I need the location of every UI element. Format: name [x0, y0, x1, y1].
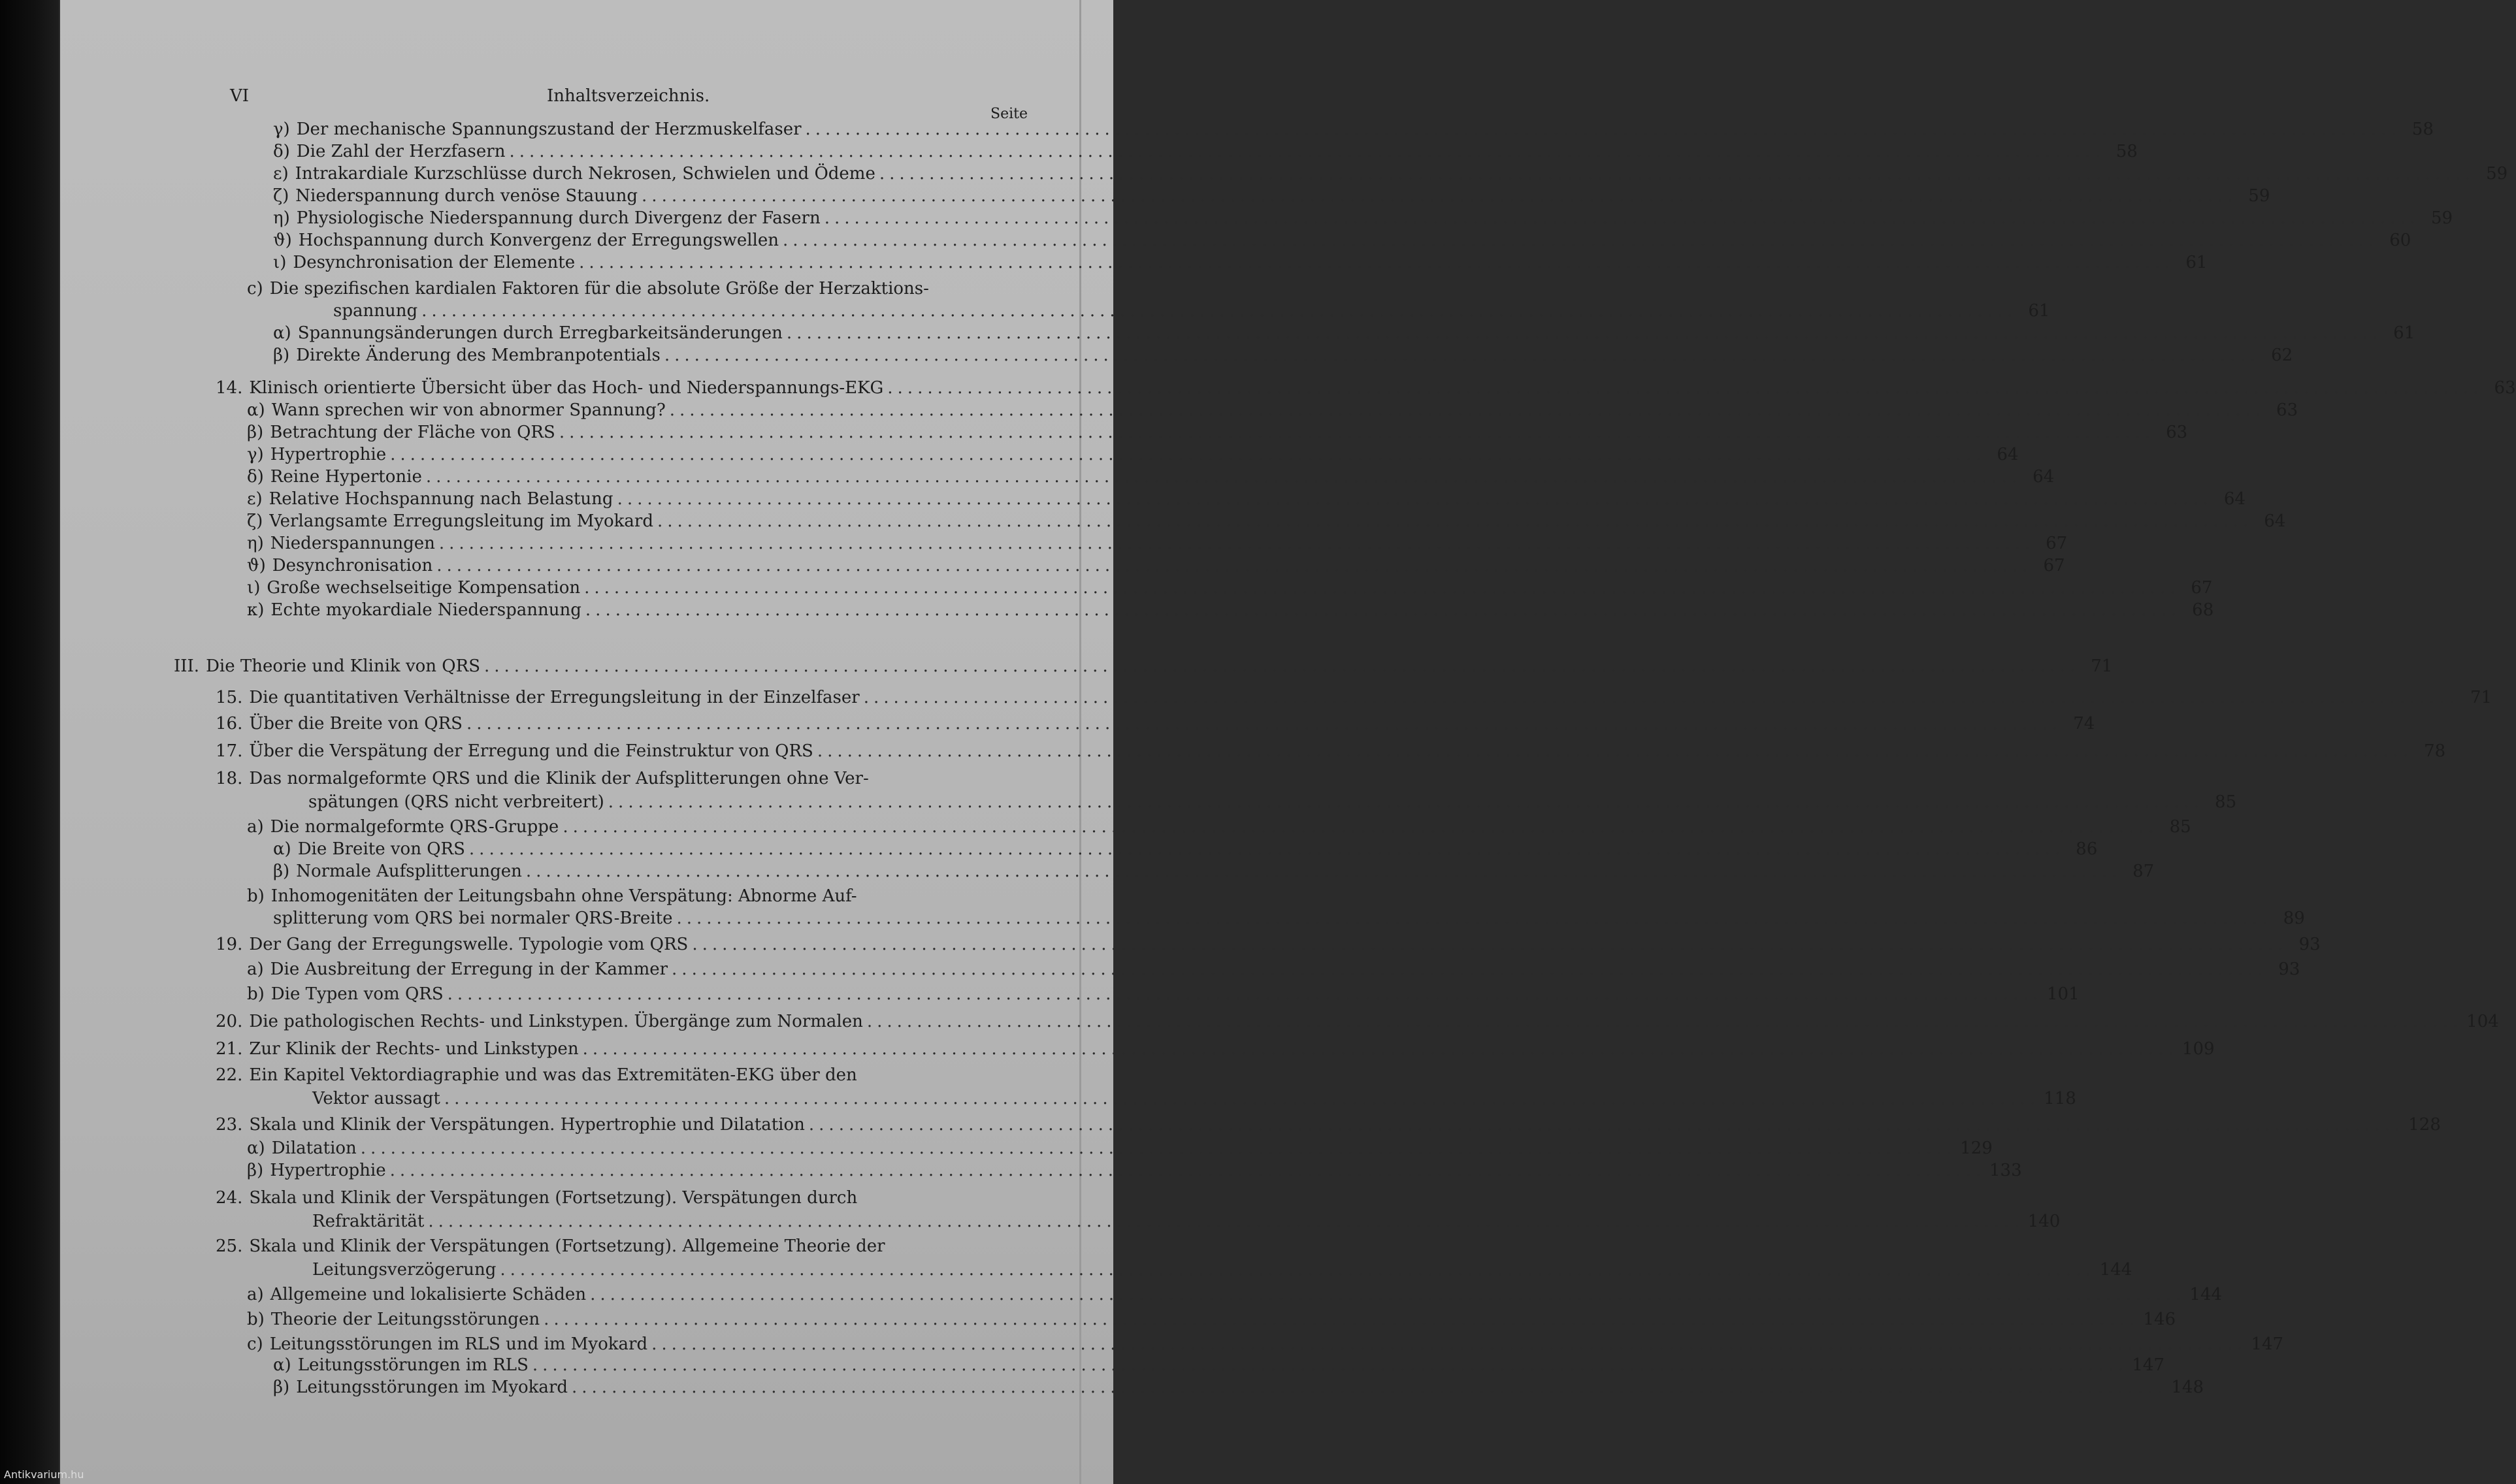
dot-leader: ................................................................................................................................................................	[525, 862, 2122, 881]
toc-page-number: 86	[2076, 839, 2098, 859]
toc-title: Über die Breite von QRS	[249, 714, 463, 734]
dot-leader: ................................................................................................................................................................	[582, 1039, 2178, 1059]
toc-label: β)	[273, 1378, 290, 1397]
toc-page-number: 67	[2043, 556, 2065, 575]
dot-leader: ................................................................................................................................................................	[532, 1355, 2129, 1375]
toc-subentry	[247, 400, 2298, 421]
toc-page-number: 64	[2033, 467, 2055, 487]
dot-leader: ................................................................................................................................................................	[544, 1310, 2140, 1329]
toc-label: a)	[247, 1285, 264, 1304]
toc-number: 15.	[216, 688, 243, 707]
toc-page-number: 85	[2215, 792, 2237, 812]
toc-entry-continuation	[273, 908, 2305, 929]
dot-leader: ................................................................................................................................................................	[608, 792, 2204, 812]
toc-label: β)	[273, 346, 290, 365]
toc-page-number: 93	[2278, 960, 2300, 979]
dot-leader: ................................................................................................................................................................	[585, 600, 2181, 620]
dot-leader: ................................................................................................................................................................	[817, 741, 2413, 761]
toc-number: 23.	[216, 1115, 243, 1135]
toc-label: ζ)	[247, 511, 263, 531]
toc-label: b)	[247, 984, 265, 1004]
toc-subentry	[247, 278, 1034, 299]
dot-leader: ................................................................................................................................................................	[509, 142, 2105, 161]
toc-title: Verlangsamte Erregungsleitung im Myokard	[269, 511, 653, 531]
toc-title: Skala und Klinik der Verspätungen. Hypertrophie und Dilatation	[249, 1115, 805, 1135]
toc-page-number: 59	[2248, 186, 2270, 206]
toc-page-number: 147	[2132, 1355, 2165, 1375]
toc-title: Zur Klinik der Rechts- und Linkstypen	[249, 1039, 579, 1059]
toc-title: Die Theorie und Klinik von QRS	[206, 656, 481, 676]
toc-page-number: 63	[2276, 400, 2298, 420]
dot-leader: ................................................................................................................................................................	[584, 578, 2180, 598]
toc-subentry	[247, 959, 2300, 980]
dot-leader: ................................................................................................................................................................	[466, 714, 2063, 734]
toc-subentry	[273, 119, 2434, 140]
toc-page-number: 133	[1989, 1161, 2022, 1180]
toc-title: Klinisch orientierte Übersicht über das Hoch- und Niederspannungs-EKG	[249, 378, 884, 398]
toc-page-number: 128	[2408, 1115, 2441, 1135]
toc-subentry	[273, 1377, 2204, 1398]
toc-label: γ)	[247, 445, 264, 464]
dot-leader: ................................................................................................................................................................	[672, 960, 2268, 979]
dot-leader: ................................................................................................................................................................	[425, 467, 2022, 487]
toc-label: α)	[273, 323, 291, 343]
toc-entry-numbered	[216, 1011, 2499, 1032]
dot-leader: ................................................................................................................................................................	[642, 186, 2238, 206]
toc-page-number: 147	[2251, 1334, 2284, 1354]
dot-leader: ................................................................................................................................................................	[692, 935, 2288, 954]
dot-leader: ................................................................................................................................................................	[390, 445, 1986, 464]
dot-leader: ................................................................................................................................................................	[468, 839, 2065, 859]
dot-leader: ................................................................................................................................................................	[617, 489, 2213, 509]
toc-subentry	[273, 186, 2270, 206]
toc-title: Die normalgeformte QRS-Gruppe	[270, 817, 559, 837]
toc-label: ζ)	[273, 186, 289, 206]
toc-entry-numbered	[216, 768, 1034, 789]
toc-label: β)	[247, 1161, 264, 1180]
toc-entry-numbered	[216, 1114, 2441, 1135]
toc-label: b)	[247, 886, 265, 906]
toc-title: Intrakardiale Kurzschlüsse durch Nekrosen, Schwielen und Ödeme	[295, 164, 875, 184]
toc-subentry	[273, 323, 2415, 344]
dot-leader: ................................................................................................................................................................	[572, 1378, 2168, 1397]
toc-page-number: 67	[2046, 534, 2068, 553]
toc-title: Wann sprechen wir von abnormer Spannung?	[271, 400, 666, 420]
toc-label: c)	[247, 1334, 263, 1354]
toc-label: a)	[247, 817, 264, 837]
dot-leader: ................................................................................................................................................................	[866, 1012, 2463, 1031]
toc-entry-numbered	[216, 1039, 2215, 1059]
dot-leader: ................................................................................................................................................................	[438, 534, 2035, 553]
toc-title: Hypertrophie	[270, 1161, 386, 1180]
toc-title: Betrachtung der Fläche von QRS	[270, 423, 555, 442]
toc-label: α)	[247, 1138, 265, 1158]
toc-number: 16.	[216, 714, 243, 734]
toc-page-number: 62	[2271, 346, 2293, 365]
toc-page-number: 148	[2171, 1378, 2204, 1397]
toc-title: Über die Verspätung der Erregung und die Feinstruktur von QRS	[249, 741, 813, 761]
toc-label: c)	[247, 279, 263, 298]
toc-page-number: 109	[2181, 1039, 2215, 1059]
toc-number: 19.	[216, 935, 243, 954]
dot-leader: ................................................................................................................................................................	[500, 1260, 2096, 1280]
dot-leader: ................................................................................................................................................................	[664, 346, 2261, 365]
toc-label: β)	[247, 423, 264, 442]
toc-number: 22.	[216, 1065, 243, 1085]
toc-entry-numbered	[216, 741, 2446, 762]
dot-leader: ................................................................................................................................................................	[447, 984, 2043, 1004]
toc-subentry	[273, 861, 2155, 882]
toc-title: Allgemeine und lokalisierte Schäden	[270, 1285, 587, 1304]
toc-title: Die Zahl der Herzfasern	[296, 142, 506, 161]
toc-page-number: 85	[2169, 817, 2191, 837]
toc-subentry	[247, 1138, 1993, 1159]
toc-subentry	[247, 886, 1034, 907]
toc-page-number: 71	[2091, 656, 2113, 676]
toc-subentry	[273, 230, 2411, 251]
toc-subentry	[273, 141, 2138, 162]
toc-label: γ)	[273, 120, 290, 139]
dot-leader: ................................................................................................................................................................	[428, 1212, 2024, 1231]
toc-label: κ)	[247, 600, 265, 620]
toc-title: Hypertrophie	[270, 445, 387, 464]
toc-entry-numbered	[216, 1065, 1034, 1086]
dot-leader: ................................................................................................................................................................	[805, 120, 2401, 139]
toc-title: Normale Aufsplitterungen	[296, 862, 522, 881]
toc-page-number: 144	[2189, 1285, 2223, 1304]
toc-page-number: 58	[2411, 120, 2434, 139]
dot-leader: ................................................................................................................................................................	[657, 511, 2253, 531]
toc-entry-numbered	[216, 1187, 1034, 1208]
toc-page-number: 71	[2470, 688, 2492, 707]
toc-number: 18.	[216, 769, 243, 788]
toc-title: Refraktärität	[312, 1212, 425, 1231]
toc-page-number: 59	[2486, 164, 2508, 184]
toc-label: δ)	[247, 467, 264, 487]
dot-leader: ................................................................................................................................................................	[421, 301, 2018, 321]
toc-title: Relative Hochspannung nach Belastung	[269, 489, 613, 509]
toc-title: Leitungsstörungen im RLS und im Myokard	[269, 1334, 648, 1354]
toc-page-number: 61	[2028, 301, 2050, 321]
toc-title: splitterung vom QRS bei normaler QRS-Breite	[273, 909, 673, 928]
toc-label: a)	[247, 960, 264, 979]
toc-subentry	[247, 1160, 2022, 1181]
toc-subentry	[247, 816, 2191, 837]
dot-leader: ................................................................................................................................................................	[360, 1138, 1957, 1158]
toc-page-number: 60	[2389, 231, 2411, 250]
toc-page-number: 101	[2047, 984, 2080, 1004]
toc-entry-continuation	[312, 1259, 2132, 1280]
toc-page-number: 63	[2166, 423, 2188, 442]
toc-page-number: 129	[1960, 1138, 1993, 1158]
toc-subentry	[247, 1309, 2176, 1330]
toc-label: ι)	[273, 253, 287, 272]
toc-subentry	[247, 533, 2068, 554]
toc-title: spätungen (QRS nicht verbreitert)	[308, 792, 604, 812]
toc-title: Spannungsänderungen durch Erregbarkeitsänderungen	[297, 323, 783, 343]
dot-leader: ................................................................................................................................................................	[436, 556, 2033, 575]
toc-subentry	[247, 600, 2214, 621]
page-column-label: Seite	[990, 106, 1028, 122]
toc-page-number: 63	[2494, 378, 2516, 398]
toc-page-number: 87	[2132, 862, 2155, 881]
toc-number: 14.	[216, 378, 243, 398]
toc-entry-continuation	[312, 1211, 2061, 1232]
toc-page-number: 59	[2430, 208, 2453, 228]
book-spine	[0, 0, 59, 1484]
toc-entry-numbered	[216, 687, 2492, 708]
dot-leader: ................................................................................................................................................................	[786, 323, 2383, 343]
toc-page-number: 144	[2099, 1260, 2132, 1280]
toc-subentry	[247, 444, 2019, 465]
toc-label: δ)	[273, 142, 290, 161]
toc-label: ε)	[273, 164, 289, 184]
dot-leader: ................................................................................................................................................................	[782, 231, 2379, 250]
toc-title: Skala und Klinik der Verspätungen (Fortsetzung). Verspätungen durch	[249, 1188, 858, 1208]
dot-leader: ................................................................................................................................................................	[879, 164, 2475, 184]
toc-title: Leitungsstörungen im Myokard	[296, 1378, 568, 1397]
dot-leader: ................................................................................................................................................................	[559, 423, 2155, 442]
toc-title: Theorie der Leitungsstörungen	[270, 1310, 540, 1329]
toc-title: Der mechanische Spannungszustand der Herzmuskelfaser	[296, 120, 802, 139]
toc-title: Große wechselseitige Kompensation	[267, 578, 581, 598]
toc-subentry	[273, 1355, 2165, 1376]
toc-title: Physiologische Niederspannung durch Divergenz der Fasern	[296, 208, 821, 228]
dot-leader: ................................................................................................................................................................	[863, 688, 2460, 707]
toc-label: α)	[247, 400, 265, 420]
toc-page-number: 89	[2283, 909, 2305, 928]
toc-subentry	[247, 489, 2246, 509]
toc-title: Reine Hypertonie	[270, 467, 422, 487]
dot-leader: ................................................................................................................................................................	[808, 1115, 2405, 1135]
toc-page-number: 140	[2027, 1212, 2061, 1231]
toc-title: Niederspannungen	[270, 534, 435, 553]
toc-number: 25.	[216, 1236, 243, 1256]
toc-number: 24.	[216, 1188, 243, 1208]
toc-subentry	[273, 839, 2098, 860]
toc-subentry	[247, 984, 2080, 1005]
toc-entry-numbered	[216, 713, 2095, 734]
toc-title: Echte myokardiale Niederspannung	[270, 600, 581, 620]
dot-leader: ................................................................................................................................................................	[389, 1161, 1985, 1180]
toc-subentry	[247, 555, 2065, 576]
toc-title: Die Ausbreitung der Erregung in der Kammer	[270, 960, 668, 979]
toc-page-number: 61	[2185, 253, 2208, 272]
toc-entry-numbered	[216, 1236, 1034, 1257]
toc-label: b)	[247, 1310, 265, 1329]
toc-entry-continuation	[333, 300, 2050, 321]
dot-leader: ................................................................................................................................................................	[669, 400, 2266, 420]
toc-title: Hochspannung durch Konvergenz der Erregungswellen	[298, 231, 779, 250]
toc-title: Desynchronisation der Elemente	[293, 253, 576, 272]
toc-page-number: 93	[2298, 935, 2321, 954]
toc-title: Die pathologischen Rechts- und Linkstypen. Übergänge zum Normalen	[249, 1012, 863, 1031]
toc-title: Die quantitativen Verhältnisse der Erregungsleitung in der Einzelfaser	[249, 688, 860, 707]
toc-label: η)	[247, 534, 264, 553]
toc-subentry	[247, 577, 2213, 598]
dot-leader: ................................................................................................................................................................	[484, 656, 2080, 676]
toc-title: Ein Kapitel Vektordiagraphie und was das Extremitäten-EKG über den	[249, 1065, 857, 1085]
dot-leader: ................................................................................................................................................................	[590, 1285, 2186, 1304]
toc-page-number: 61	[2393, 323, 2415, 343]
toc-title: Die Typen vom QRS	[270, 984, 444, 1004]
toc-page-number: 64	[2264, 511, 2286, 531]
toc-entry-continuation	[312, 1088, 2076, 1109]
toc-title: spannung	[333, 301, 418, 321]
page-numeral: VI	[230, 86, 250, 106]
toc-label: ι)	[247, 578, 261, 598]
toc-title: Inhomogenitäten der Leitungsbahn ohne Verspätung: Abnorme Auf-	[270, 886, 857, 906]
toc-page-number: 58	[2116, 142, 2138, 161]
toc-subentry	[273, 345, 2293, 366]
dot-leader: ................................................................................................................................................................	[676, 909, 2272, 928]
toc-page-number: 78	[2424, 741, 2446, 761]
toc-subentry	[273, 163, 2508, 184]
dot-leader: ................................................................................................................................................................	[651, 1334, 2247, 1354]
toc-subentry	[247, 1284, 2223, 1305]
toc-title: Niederspannung durch venöse Stauung	[295, 186, 638, 206]
toc-page-number: 64	[2223, 489, 2246, 509]
toc-number: 21.	[216, 1039, 243, 1059]
toc-entry-numbered	[174, 656, 2113, 677]
toc-title: Desynchronisation	[272, 556, 433, 575]
toc-entry-numbered	[216, 378, 2516, 398]
dot-leader: ................................................................................................................................................................	[579, 253, 2175, 272]
toc-entry-continuation	[308, 792, 2237, 813]
watermark: Antikvarium.hu	[4, 1468, 84, 1481]
toc-page-number: 64	[1997, 445, 2019, 464]
toc-number: III.	[174, 656, 200, 676]
toc-subentry	[273, 252, 2208, 273]
toc-title: Leitungsverzögerung	[312, 1260, 497, 1280]
toc-label: β)	[273, 862, 290, 881]
toc-title: Die spezifischen kardialen Faktoren für die absolute Größe der Herzaktions-	[269, 279, 929, 298]
toc-title: Dilatation	[271, 1138, 357, 1158]
toc-label: η)	[273, 208, 290, 228]
toc-subentry	[247, 466, 2055, 487]
toc-title: Skala und Klinik der Verspätungen (Fortsetzung). Allgemeine Theorie der	[249, 1236, 885, 1256]
running-title: Inhaltsverzeichnis.	[547, 86, 710, 106]
toc-label: ϑ)	[273, 231, 292, 250]
toc-subentry	[247, 511, 2286, 532]
toc-subentry	[247, 422, 2188, 443]
toc-label: α)	[273, 839, 291, 859]
toc-page-number: 74	[2073, 714, 2095, 734]
toc-subentry	[273, 208, 2453, 229]
dot-leader: ................................................................................................................................................................	[887, 378, 2483, 398]
toc-entry-numbered	[216, 934, 2321, 955]
book-page	[60, 0, 2516, 1484]
toc-page-number: 68	[2192, 600, 2214, 620]
toc-page-number: 67	[2191, 578, 2213, 598]
toc-subentry	[247, 1334, 2284, 1355]
toc-label: ϑ)	[247, 556, 266, 575]
toc-label: ε)	[247, 489, 263, 509]
toc-title: Der Gang der Erregungswelle. Typologie vom QRS	[249, 935, 689, 954]
toc-label: α)	[273, 1355, 291, 1375]
toc-page-number: 118	[2044, 1089, 2076, 1108]
dot-leader: ................................................................................................................................................................	[444, 1089, 2040, 1108]
toc-title: Das normalgeformte QRS und die Klinik der Aufsplitterungen ohne Ver-	[249, 769, 869, 788]
toc-title: Die Breite von QRS	[297, 839, 465, 859]
toc-page-number: 104	[2466, 1012, 2499, 1031]
dot-leader: ................................................................................................................................................................	[824, 208, 2421, 228]
toc-title: Direkte Änderung des Membranpotentials	[296, 346, 661, 365]
dot-leader: ................................................................................................................................................................	[563, 817, 2159, 837]
toc-title: Leitungsstörungen im RLS	[297, 1355, 529, 1375]
toc-number: 20.	[216, 1012, 243, 1031]
toc-title: Vektor aussagt	[312, 1089, 440, 1108]
toc-page-number: 146	[2143, 1310, 2176, 1329]
toc-number: 17.	[216, 741, 243, 761]
